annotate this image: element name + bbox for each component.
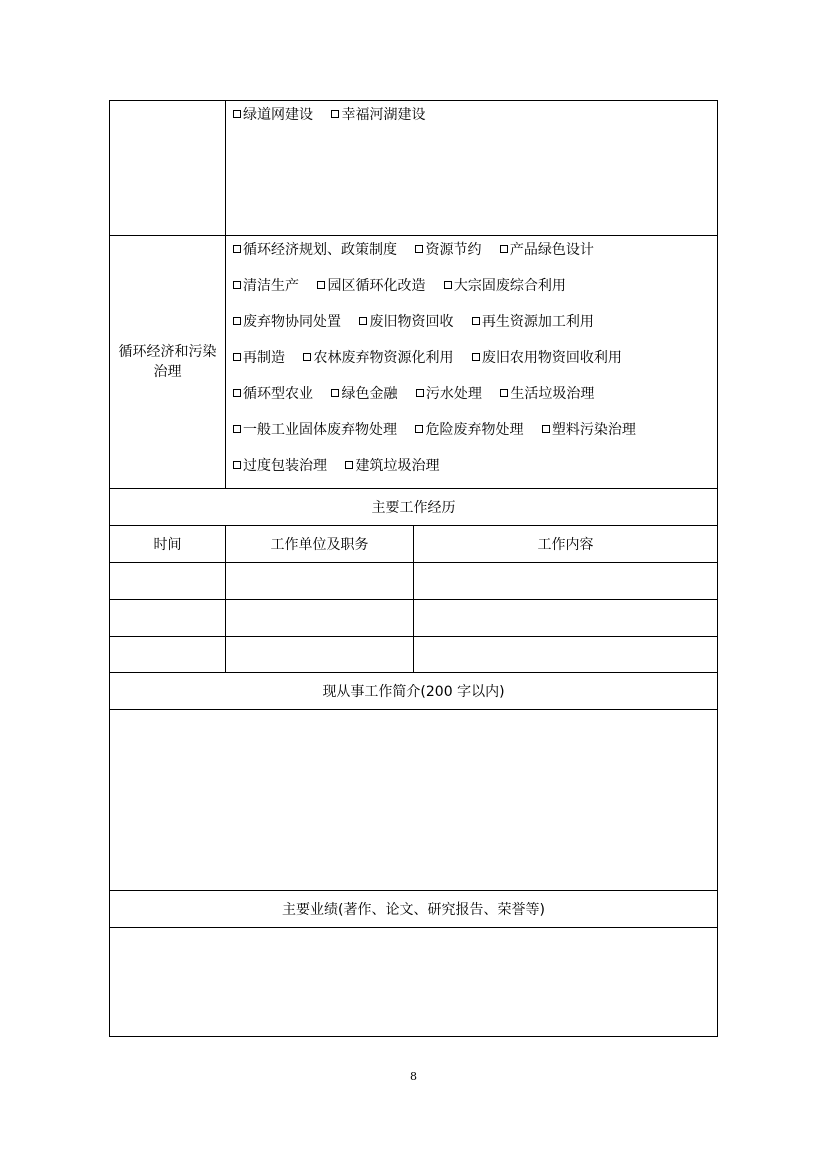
field-row-ecology — [110, 101, 717, 236]
checkbox-option[interactable]: 农林废弃物资源化利用 — [303, 348, 453, 368]
checkbox-option[interactable]: 循环型农业 — [233, 384, 313, 404]
checkbox-option[interactable]: 园区循环化改造 — [317, 276, 425, 296]
checkbox-icon[interactable] — [317, 281, 325, 289]
option-line — [233, 420, 717, 456]
achievements-content-row — [110, 928, 717, 1036]
checkbox-option[interactable]: 资源节约 — [415, 240, 481, 260]
checkbox-icon[interactable] — [472, 353, 480, 361]
header-time: 时间 — [110, 526, 226, 562]
checkbox-option[interactable]: 清洁生产 — [233, 276, 299, 296]
option-line — [233, 240, 717, 276]
checkbox-option[interactable]: 废弃物协同处置 — [233, 312, 341, 332]
achievements-title-row — [110, 891, 717, 928]
checkbox-option[interactable]: 再生资源加工利用 — [472, 312, 594, 332]
page-number: 8 — [410, 1070, 417, 1083]
checkbox-icon[interactable] — [500, 389, 508, 397]
option-line — [233, 276, 717, 312]
content-cell[interactable] — [414, 637, 717, 672]
checkbox-option[interactable]: 废旧农用物资回收利用 — [472, 348, 622, 368]
checkbox-option[interactable]: 危险废弃物处理 — [415, 420, 523, 440]
checkbox-option[interactable]: 废旧物资回收 — [359, 312, 453, 332]
checkbox-option[interactable]: 再制造 — [233, 348, 285, 368]
checkbox-option[interactable]: 生活垃圾治理 — [500, 384, 594, 404]
table-row — [110, 563, 717, 600]
checkbox-option[interactable]: 幸福河湖建设 — [331, 105, 425, 125]
checkbox-icon[interactable] — [444, 281, 452, 289]
circular-economy-options — [226, 236, 717, 488]
checkbox-option[interactable]: 建筑垃圾治理 — [345, 456, 439, 476]
field-label-circular-economy: 循环经济和污染治理 — [110, 236, 226, 488]
table-row — [110, 600, 717, 637]
checkbox-icon[interactable] — [415, 425, 423, 433]
checkbox-icon[interactable] — [233, 353, 241, 361]
checkbox-option[interactable]: 过度包装治理 — [233, 456, 327, 476]
option-line — [233, 384, 717, 420]
work-history-title: 主要工作经历 — [371, 500, 456, 516]
checkbox-icon[interactable] — [331, 389, 339, 397]
checkbox-option[interactable]: 绿色金融 — [331, 384, 397, 404]
checkbox-icon[interactable] — [331, 110, 339, 118]
checkbox-icon[interactable] — [233, 461, 241, 469]
content-cell[interactable] — [414, 600, 717, 636]
header-work-content: 工作内容 — [537, 537, 594, 553]
option-line — [233, 312, 717, 348]
checkbox-icon[interactable] — [233, 245, 241, 253]
current-work-content-row — [110, 710, 717, 891]
checkbox-icon[interactable] — [233, 389, 241, 397]
checkbox-option[interactable]: 污水处理 — [416, 384, 482, 404]
work-history-title-row — [110, 489, 717, 526]
checkbox-option[interactable]: 塑料污染治理 — [542, 420, 636, 440]
checkbox-icon[interactable] — [233, 281, 241, 289]
option-line — [233, 456, 717, 492]
time-cell[interactable] — [110, 563, 226, 599]
ecology-options — [226, 101, 717, 235]
employer-cell[interactable] — [226, 563, 414, 599]
field-row-circular-economy — [110, 236, 717, 489]
time-cell[interactable] — [110, 637, 226, 672]
employer-cell[interactable] — [226, 637, 414, 672]
checkbox-option[interactable]: 绿道网建设 — [233, 105, 313, 125]
checkbox-icon[interactable] — [416, 389, 424, 397]
current-work-title: 现从事工作简介(200 字以内) — [322, 684, 505, 700]
checkbox-option[interactable]: 产品绿色设计 — [500, 240, 594, 260]
content-cell[interactable] — [414, 563, 717, 599]
employer-cell[interactable] — [226, 600, 414, 636]
current-work-content[interactable] — [110, 710, 717, 890]
checkbox-icon[interactable] — [500, 245, 508, 253]
table-row — [110, 637, 717, 673]
checkbox-icon[interactable] — [415, 245, 423, 253]
checkbox-option[interactable]: 大宗固废综合利用 — [444, 276, 566, 296]
option-line — [233, 348, 717, 384]
checkbox-option[interactable]: 一般工业固体废弃物处理 — [233, 420, 397, 440]
header-employer-position: 工作单位及职务 — [226, 526, 414, 562]
checkbox-icon[interactable] — [233, 110, 241, 118]
checkbox-icon[interactable] — [542, 425, 550, 433]
achievements-title: 主要业绩(著作、论文、研究报告、荣誉等) — [282, 902, 545, 918]
current-work-title-row — [110, 673, 717, 710]
checkbox-icon[interactable] — [359, 317, 367, 325]
field-label-ecology — [110, 101, 226, 235]
time-cell[interactable] — [110, 600, 226, 636]
option-line — [233, 105, 717, 141]
checkbox-icon[interactable] — [303, 353, 311, 361]
checkbox-option[interactable]: 循环经济规划、政策制度 — [233, 240, 397, 260]
checkbox-icon[interactable] — [345, 461, 353, 469]
achievements-content[interactable] — [110, 928, 717, 1036]
checkbox-icon[interactable] — [472, 317, 480, 325]
checkbox-icon[interactable] — [233, 425, 241, 433]
checkbox-icon[interactable] — [233, 317, 241, 325]
expert-application-form-table — [109, 100, 718, 1037]
work-history-header-row — [110, 526, 717, 563]
